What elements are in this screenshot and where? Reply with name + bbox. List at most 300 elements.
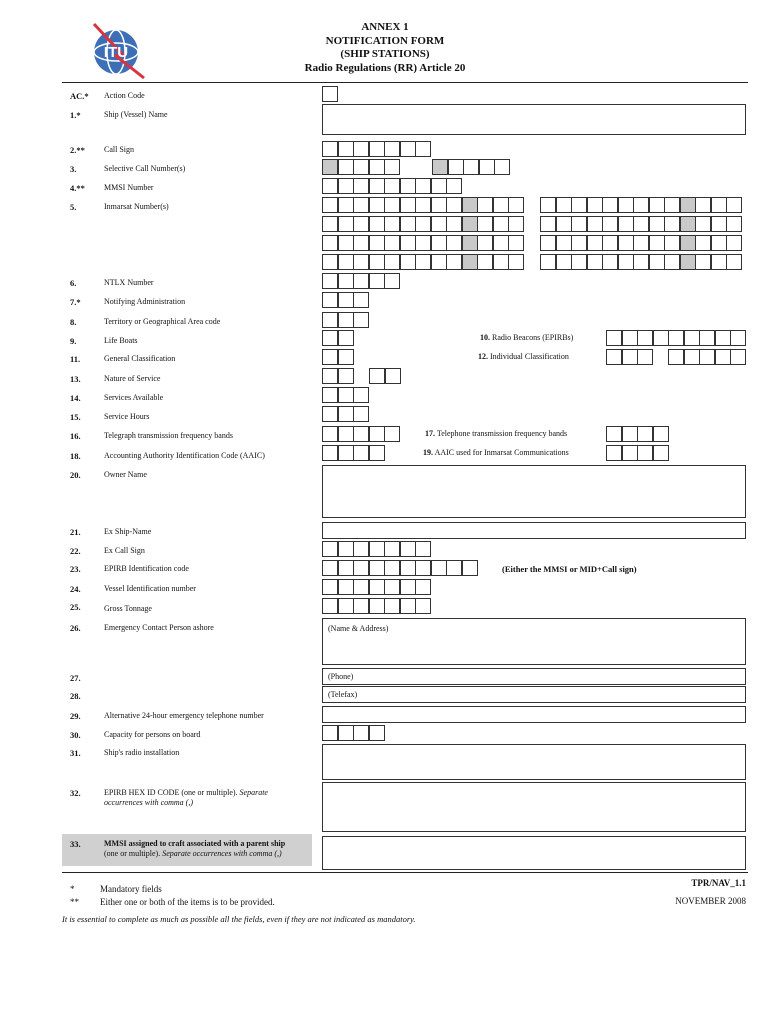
vessel-id-cell[interactable] <box>384 579 400 595</box>
call-sign-cell[interactable] <box>353 141 369 157</box>
field-num-27: 27. <box>70 673 81 683</box>
footer-star1: * <box>70 884 75 894</box>
capacity-cell[interactable] <box>353 725 369 741</box>
inmarsat-a3-cell[interactable] <box>431 235 447 251</box>
inmarsat-b1-cell[interactable] <box>695 197 711 213</box>
gross-tonnage-cell[interactable] <box>353 598 369 614</box>
nature-service-a-cell[interactable] <box>338 368 354 384</box>
aaic-cell[interactable] <box>338 445 354 461</box>
selective-call-a-cell[interactable] <box>353 159 369 175</box>
field-num-20: 20. <box>70 470 81 480</box>
selective-call-b-cell[interactable] <box>494 159 510 175</box>
inmarsat-b3-cell[interactable] <box>680 235 696 251</box>
inmarsat-a3-cell[interactable] <box>477 235 493 251</box>
services-available-cell[interactable] <box>338 387 354 403</box>
gross-tonnage-cell[interactable] <box>338 598 354 614</box>
aaic-inmarsat-cell[interactable] <box>606 445 622 461</box>
inmarsat-b4-cell[interactable] <box>618 254 634 270</box>
territory-cell[interactable] <box>322 312 338 328</box>
inmarsat-a1-cell[interactable] <box>322 197 338 213</box>
inmarsat-a4-cell[interactable] <box>415 254 431 270</box>
inmarsat-a2-cell[interactable] <box>493 216 509 232</box>
inmarsat-a2-cell[interactable] <box>462 216 478 232</box>
radio-beacons-cell[interactable] <box>606 330 622 346</box>
territory-cell[interactable] <box>338 312 354 328</box>
field-num-3: 3. <box>70 164 77 174</box>
inmarsat-b2-cell[interactable] <box>587 216 603 232</box>
field-label-epirb-id: EPIRB Identification code <box>104 564 189 573</box>
service-hours-cell[interactable] <box>353 406 369 422</box>
inmarsat-b3-cell[interactable] <box>540 235 556 251</box>
notifying-admin-cell[interactable] <box>338 292 354 308</box>
inmarsat-b2-cell[interactable] <box>602 216 618 232</box>
inmarsat-a3-cell[interactable] <box>415 235 431 251</box>
epirb-hex-input[interactable] <box>322 782 746 832</box>
field-num-1: 1.* <box>70 110 81 120</box>
ex-call-sign-cell[interactable] <box>338 541 354 557</box>
radio-beacons-cell[interactable] <box>684 330 700 346</box>
inmarsat-a1-cell[interactable] <box>462 197 478 213</box>
inmarsat-b1-cell[interactable] <box>680 197 696 213</box>
radio-beacons-cell[interactable] <box>637 330 653 346</box>
individual-class-a-cell[interactable] <box>637 349 653 365</box>
telegraph-bands-cell[interactable] <box>384 426 400 442</box>
notifying-admin-cell[interactable] <box>322 292 338 308</box>
inmarsat-a1-cell[interactable] <box>384 197 400 213</box>
radio-beacons-cell[interactable] <box>622 330 638 346</box>
field-num-11: 11. <box>70 354 81 364</box>
field-label-notifying-admin: Notifying Administration <box>104 297 186 306</box>
individual-class-b-cell[interactable] <box>699 349 715 365</box>
aaic-inmarsat-cell[interactable] <box>637 445 653 461</box>
inmarsat-b3-cell[interactable] <box>711 235 727 251</box>
vessel-id-cell[interactable] <box>322 579 338 595</box>
inmarsat-a4-cell[interactable] <box>446 254 462 270</box>
field-label-inmarsat: Inmarsat Number(s) <box>104 202 169 211</box>
field-label-nature-service: Nature of Service <box>104 374 161 383</box>
vessel-id-cell[interactable] <box>415 579 431 595</box>
inmarsat-b1-cell[interactable] <box>649 197 665 213</box>
field-num-25: 25. <box>70 602 81 612</box>
gross-tonnage-cell[interactable] <box>369 598 385 614</box>
inmarsat-a4-cell[interactable] <box>400 254 416 270</box>
mmsi-cell[interactable] <box>322 178 338 194</box>
capacity-cell[interactable] <box>369 725 385 741</box>
form-subtitle: (SHIP STATIONS) <box>340 48 430 60</box>
inmarsat-a4-cell[interactable] <box>322 254 338 270</box>
selective-call-b-cell[interactable] <box>432 159 448 175</box>
gross-tonnage-cell[interactable] <box>400 598 416 614</box>
inmarsat-a4-cell[interactable] <box>338 254 354 270</box>
inmarsat-b1-cell[interactable] <box>664 197 680 213</box>
inmarsat-b3-cell[interactable] <box>726 235 742 251</box>
inmarsat-b1-cell[interactable] <box>726 197 742 213</box>
field-num-4: 4.** <box>70 183 85 193</box>
inmarsat-b4-cell[interactable] <box>695 254 711 270</box>
field-num-9: 9. <box>70 336 77 346</box>
field-label-service-hours: Service Hours <box>104 412 150 421</box>
telegraph-bands-cell[interactable] <box>338 426 354 442</box>
inmarsat-b4-cell[interactable] <box>649 254 665 270</box>
inmarsat-b4-cell[interactable] <box>711 254 727 270</box>
field-label-call-sign: Call Sign <box>104 145 135 154</box>
telefax-hint: (Telefax) <box>328 690 358 699</box>
inmarsat-b1-cell[interactable] <box>633 197 649 213</box>
service-hours-cell[interactable] <box>322 406 338 422</box>
mmsi-craft-input[interactable] <box>322 836 746 870</box>
field-num-26: 26. <box>70 623 81 633</box>
inmarsat-a1-cell[interactable] <box>415 197 431 213</box>
selective-call-a-cell[interactable] <box>322 159 338 175</box>
inmarsat-b2-cell[interactable] <box>695 216 711 232</box>
inmarsat-a1-cell[interactable] <box>508 197 524 213</box>
call-sign-cell[interactable] <box>415 141 431 157</box>
footer-mandatory: Mandatory fields <box>100 884 162 894</box>
inmarsat-a1-cell[interactable] <box>431 197 447 213</box>
vessel-id-cell[interactable] <box>400 579 416 595</box>
call-sign-cell[interactable] <box>338 141 354 157</box>
field-label-telegraph-bands: Telegraph transmission frequency bands <box>104 431 233 440</box>
inmarsat-a3-cell[interactable] <box>446 235 462 251</box>
phone-input[interactable] <box>322 668 746 685</box>
inmarsat-a1-cell[interactable] <box>369 197 385 213</box>
phone-hint: (Phone) <box>328 672 354 681</box>
aaic-cell[interactable] <box>353 445 369 461</box>
inmarsat-b1-cell[interactable] <box>540 197 556 213</box>
inmarsat-a2-cell[interactable] <box>369 216 385 232</box>
life-boats-cell[interactable] <box>322 330 338 346</box>
inmarsat-a1-cell[interactable] <box>493 197 509 213</box>
ex-call-sign-cell[interactable] <box>415 541 431 557</box>
telephone-bands-cell[interactable] <box>606 426 622 442</box>
inmarsat-b4-cell[interactable] <box>556 254 572 270</box>
inmarsat-a4-cell[interactable] <box>477 254 493 270</box>
inmarsat-a3-cell[interactable] <box>400 235 416 251</box>
inmarsat-a4-cell[interactable] <box>384 254 400 270</box>
form-title: NOTIFICATION FORM <box>325 34 445 47</box>
inmarsat-a1-cell[interactable] <box>353 197 369 213</box>
ex-call-sign-cell[interactable] <box>322 541 338 557</box>
epirb-note: (Either the MMSI or MID+Call sign) <box>502 564 637 574</box>
inmarsat-a4-cell[interactable] <box>462 254 478 270</box>
field-label-ex-call-sign: Ex Call Sign <box>104 546 145 555</box>
emergency-contact-input[interactable] <box>322 618 746 665</box>
nature-service-b-cell[interactable] <box>369 368 385 384</box>
document-code: TPR/NAV_1.1 <box>691 878 746 888</box>
service-hours-cell[interactable] <box>338 406 354 422</box>
field-num-31: 31. <box>70 748 81 758</box>
mmsi-cell[interactable] <box>431 178 447 194</box>
footer-note: It is essential to complete as much as possible all the fields, even if they are not indicated as mandatory. <box>62 914 416 924</box>
selective-call-b-cell[interactable] <box>448 159 464 175</box>
call-sign-cell[interactable] <box>369 141 385 157</box>
inmarsat-b3-cell[interactable] <box>587 235 603 251</box>
nature-service-a-cell[interactable] <box>322 368 338 384</box>
general-class-cell[interactable] <box>338 349 354 365</box>
aaic-inmarsat-cell[interactable] <box>622 445 638 461</box>
inmarsat-b1-cell[interactable] <box>571 197 587 213</box>
epirb-id-cell[interactable] <box>446 560 462 576</box>
inmarsat-b4-cell[interactable] <box>540 254 556 270</box>
field-label-mmsi: MMSI Number <box>104 183 154 192</box>
inmarsat-b3-cell[interactable] <box>556 235 572 251</box>
aaic-cell[interactable] <box>322 445 338 461</box>
field-label-gross-tonnage: Gross Tonnage <box>104 604 152 613</box>
bottom-rule <box>62 872 748 873</box>
field-label-general-class: General Classification <box>104 354 176 363</box>
mmsi-cell[interactable] <box>384 178 400 194</box>
mmsi-cell[interactable] <box>400 178 416 194</box>
field-label-radio-beacons: 10. Radio Beacons (EPIRBs) <box>480 333 574 342</box>
selective-call-a-cell[interactable] <box>384 159 400 175</box>
field-num-8: 8. <box>70 317 77 327</box>
field-label-owner-name: Owner Name <box>104 470 147 479</box>
field-num-14: 14. <box>70 393 81 403</box>
territory-cell[interactable] <box>353 312 369 328</box>
inmarsat-b4-cell[interactable] <box>664 254 680 270</box>
ntlx-cell[interactable] <box>322 273 338 289</box>
ship-name-input[interactable] <box>322 104 746 135</box>
inmarsat-b4-cell[interactable] <box>602 254 618 270</box>
epirb-id-cell[interactable] <box>369 560 385 576</box>
inmarsat-b1-cell[interactable] <box>556 197 572 213</box>
field-num-21: 21. <box>70 527 81 537</box>
inmarsat-b4-cell[interactable] <box>726 254 742 270</box>
capacity-cell[interactable] <box>322 725 338 741</box>
inmarsat-a2-cell[interactable] <box>477 216 493 232</box>
mmsi-cell[interactable] <box>369 178 385 194</box>
inmarsat-b2-cell[interactable] <box>680 216 696 232</box>
field-num-24: 24. <box>70 584 81 594</box>
field-num-ac: AC.* <box>70 91 89 101</box>
mmsi-cell[interactable] <box>353 178 369 194</box>
inmarsat-a2-cell[interactable] <box>338 216 354 232</box>
vessel-id-cell[interactable] <box>353 579 369 595</box>
field-label-telephone-bands: 17. Telephone transmission frequency bands <box>425 429 568 438</box>
radio-beacons-cell[interactable] <box>653 330 669 346</box>
inmarsat-a3-cell[interactable] <box>384 235 400 251</box>
inmarsat-a2-cell[interactable] <box>508 216 524 232</box>
selective-call-a-cell[interactable] <box>338 159 354 175</box>
inmarsat-b2-cell[interactable] <box>726 216 742 232</box>
field-num-7: 7.* <box>70 297 81 307</box>
telephone-bands-cell[interactable] <box>637 426 653 442</box>
inmarsat-b1-cell[interactable] <box>618 197 634 213</box>
field-label-ex-ship-name: Ex Ship-Name <box>104 527 152 536</box>
ex-ship-name-input[interactable] <box>322 522 746 539</box>
regulation-reference: Radio Regulations (RR) Article 20 <box>304 61 466 74</box>
aaic-inmarsat-cell[interactable] <box>653 445 669 461</box>
field-num-29: 29. <box>70 711 81 721</box>
ntlx-cell[interactable] <box>353 273 369 289</box>
field-label-individual-class: 12. Individual Classification <box>478 352 569 361</box>
gross-tonnage-cell[interactable] <box>322 598 338 614</box>
nature-service-b-cell[interactable] <box>385 368 401 384</box>
telegraph-bands-cell[interactable] <box>322 426 338 442</box>
inmarsat-a2-cell[interactable] <box>322 216 338 232</box>
radio-beacons-cell[interactable] <box>668 330 684 346</box>
mmsi-cell[interactable] <box>446 178 462 194</box>
inmarsat-b2-cell[interactable] <box>633 216 649 232</box>
field-num-22: 22. <box>70 546 81 556</box>
action-code-cell[interactable] <box>322 86 338 102</box>
epirb-id-cell[interactable] <box>384 560 400 576</box>
radio-beacons-cell[interactable] <box>730 330 746 346</box>
inmarsat-a2-cell[interactable] <box>431 216 447 232</box>
epirb-id-cell[interactable] <box>462 560 478 576</box>
inmarsat-b4-cell[interactable] <box>680 254 696 270</box>
mmsi-cell[interactable] <box>415 178 431 194</box>
inmarsat-b3-cell[interactable] <box>571 235 587 251</box>
inmarsat-b2-cell[interactable] <box>571 216 587 232</box>
field-label-selective-call: Selective Call Number(s) <box>104 164 186 173</box>
inmarsat-a2-cell[interactable] <box>446 216 462 232</box>
field-label-aaic: Accounting Authority Identification Code (AAIC) <box>104 451 265 460</box>
individual-class-b-cell[interactable] <box>684 349 700 365</box>
radio-beacons-cell[interactable] <box>699 330 715 346</box>
field-label-capacity: Capacity for persons on board <box>104 730 201 739</box>
epirb-id-cell[interactable] <box>400 560 416 576</box>
inmarsat-b2-cell[interactable] <box>711 216 727 232</box>
field-label-action-code: Action Code <box>104 91 145 100</box>
inmarsat-a2-cell[interactable] <box>400 216 416 232</box>
field-label-services-available: Services Available <box>104 393 164 402</box>
epirb-id-cell[interactable] <box>415 560 431 576</box>
field-num-18: 18. <box>70 451 81 461</box>
ntlx-cell[interactable] <box>384 273 400 289</box>
alt-phone-input[interactable] <box>322 706 746 723</box>
inmarsat-a3-cell[interactable] <box>462 235 478 251</box>
individual-class-b-cell[interactable] <box>668 349 684 365</box>
inmarsat-b2-cell[interactable] <box>540 216 556 232</box>
inmarsat-a1-cell[interactable] <box>338 197 354 213</box>
field-label-vessel-id: Vessel Identification number <box>104 584 196 593</box>
vessel-id-cell[interactable] <box>338 579 354 595</box>
inmarsat-a4-cell[interactable] <box>493 254 509 270</box>
radio-installation-input[interactable] <box>322 744 746 780</box>
inmarsat-b2-cell[interactable] <box>664 216 680 232</box>
field-label-mmsi-craft: MMSI assigned to craft associated with a parent ship (one or multiple). Separate occurrences with comma (,) <box>104 839 286 858</box>
inmarsat-a2-cell[interactable] <box>415 216 431 232</box>
individual-class-a-cell[interactable] <box>622 349 638 365</box>
epirb-id-cell[interactable] <box>322 560 338 576</box>
individual-class-b-cell[interactable] <box>730 349 746 365</box>
epirb-id-cell[interactable] <box>431 560 447 576</box>
inmarsat-a3-cell[interactable] <box>508 235 524 251</box>
inmarsat-b3-cell[interactable] <box>649 235 665 251</box>
aaic-cell[interactable] <box>369 445 385 461</box>
radio-beacons-cell[interactable] <box>715 330 731 346</box>
field-num-15: 15. <box>70 412 81 422</box>
call-sign-cell[interactable] <box>322 141 338 157</box>
field-label-life-boats: Life Boats <box>104 336 138 345</box>
telephone-bands-cell[interactable] <box>622 426 638 442</box>
inmarsat-b1-cell[interactable] <box>711 197 727 213</box>
vessel-id-cell[interactable] <box>369 579 385 595</box>
epirb-id-cell[interactable] <box>353 560 369 576</box>
top-rule <box>62 82 748 83</box>
ex-call-sign-cell[interactable] <box>384 541 400 557</box>
inmarsat-b1-cell[interactable] <box>587 197 603 213</box>
inmarsat-b3-cell[interactable] <box>695 235 711 251</box>
individual-class-a-cell[interactable] <box>606 349 622 365</box>
call-sign-cell[interactable] <box>384 141 400 157</box>
ex-call-sign-cell[interactable] <box>400 541 416 557</box>
ntlx-cell[interactable] <box>338 273 354 289</box>
individual-class-b-cell[interactable] <box>715 349 731 365</box>
selective-call-a-cell[interactable] <box>369 159 385 175</box>
services-available-cell[interactable] <box>353 387 369 403</box>
gross-tonnage-cell[interactable] <box>415 598 431 614</box>
footer-star2: ** <box>70 897 79 907</box>
inmarsat-a3-cell[interactable] <box>322 235 338 251</box>
inmarsat-a3-cell[interactable] <box>338 235 354 251</box>
gross-tonnage-cell[interactable] <box>384 598 400 614</box>
field-num-2: 2.** <box>70 145 85 155</box>
ex-call-sign-cell[interactable] <box>353 541 369 557</box>
inmarsat-a3-cell[interactable] <box>493 235 509 251</box>
inmarsat-a4-cell[interactable] <box>508 254 524 270</box>
inmarsat-b3-cell[interactable] <box>664 235 680 251</box>
general-class-cell[interactable] <box>322 349 338 365</box>
footer-either: Either one or both of the items is to be provided. <box>100 897 275 907</box>
notifying-admin-cell[interactable] <box>353 292 369 308</box>
document-date: NOVEMBER 2008 <box>675 896 746 906</box>
capacity-cell[interactable] <box>338 725 354 741</box>
telegraph-bands-cell[interactable] <box>369 426 385 442</box>
inmarsat-a1-cell[interactable] <box>400 197 416 213</box>
selective-call-b-cell[interactable] <box>479 159 495 175</box>
inmarsat-b3-cell[interactable] <box>633 235 649 251</box>
inmarsat-b4-cell[interactable] <box>571 254 587 270</box>
inmarsat-a4-cell[interactable] <box>431 254 447 270</box>
call-sign-cell[interactable] <box>400 141 416 157</box>
inmarsat-a3-cell[interactable] <box>353 235 369 251</box>
ntlx-cell[interactable] <box>369 273 385 289</box>
annex-title: ANNEX 1 <box>361 21 409 33</box>
telephone-bands-cell[interactable] <box>653 426 669 442</box>
inmarsat-b2-cell[interactable] <box>649 216 665 232</box>
mmsi-cell[interactable] <box>338 178 354 194</box>
inmarsat-b3-cell[interactable] <box>602 235 618 251</box>
field-num-5: 5. <box>70 202 77 212</box>
svg-text:ITU: ITU <box>103 44 129 61</box>
inmarsat-a1-cell[interactable] <box>446 197 462 213</box>
life-boats-cell[interactable] <box>338 330 354 346</box>
selective-call-b-cell[interactable] <box>463 159 479 175</box>
field-label-aaic-inmarsat: 19. AAIC used for Inmarsat Communications <box>423 448 569 457</box>
inmarsat-a2-cell[interactable] <box>384 216 400 232</box>
inmarsat-a4-cell[interactable] <box>353 254 369 270</box>
inmarsat-a2-cell[interactable] <box>353 216 369 232</box>
inmarsat-b3-cell[interactable] <box>618 235 634 251</box>
inmarsat-a4-cell[interactable] <box>369 254 385 270</box>
inmarsat-b4-cell[interactable] <box>587 254 603 270</box>
telegraph-bands-cell[interactable] <box>353 426 369 442</box>
field-num-16: 16. <box>70 431 81 441</box>
telefax-input[interactable] <box>322 686 746 703</box>
inmarsat-a1-cell[interactable] <box>477 197 493 213</box>
inmarsat-b4-cell[interactable] <box>633 254 649 270</box>
owner-name-input[interactable] <box>322 465 746 518</box>
inmarsat-b2-cell[interactable] <box>618 216 634 232</box>
services-available-cell[interactable] <box>322 387 338 403</box>
inmarsat-b2-cell[interactable] <box>556 216 572 232</box>
epirb-id-cell[interactable] <box>338 560 354 576</box>
inmarsat-b1-cell[interactable] <box>602 197 618 213</box>
ex-call-sign-cell[interactable] <box>369 541 385 557</box>
inmarsat-a3-cell[interactable] <box>369 235 385 251</box>
